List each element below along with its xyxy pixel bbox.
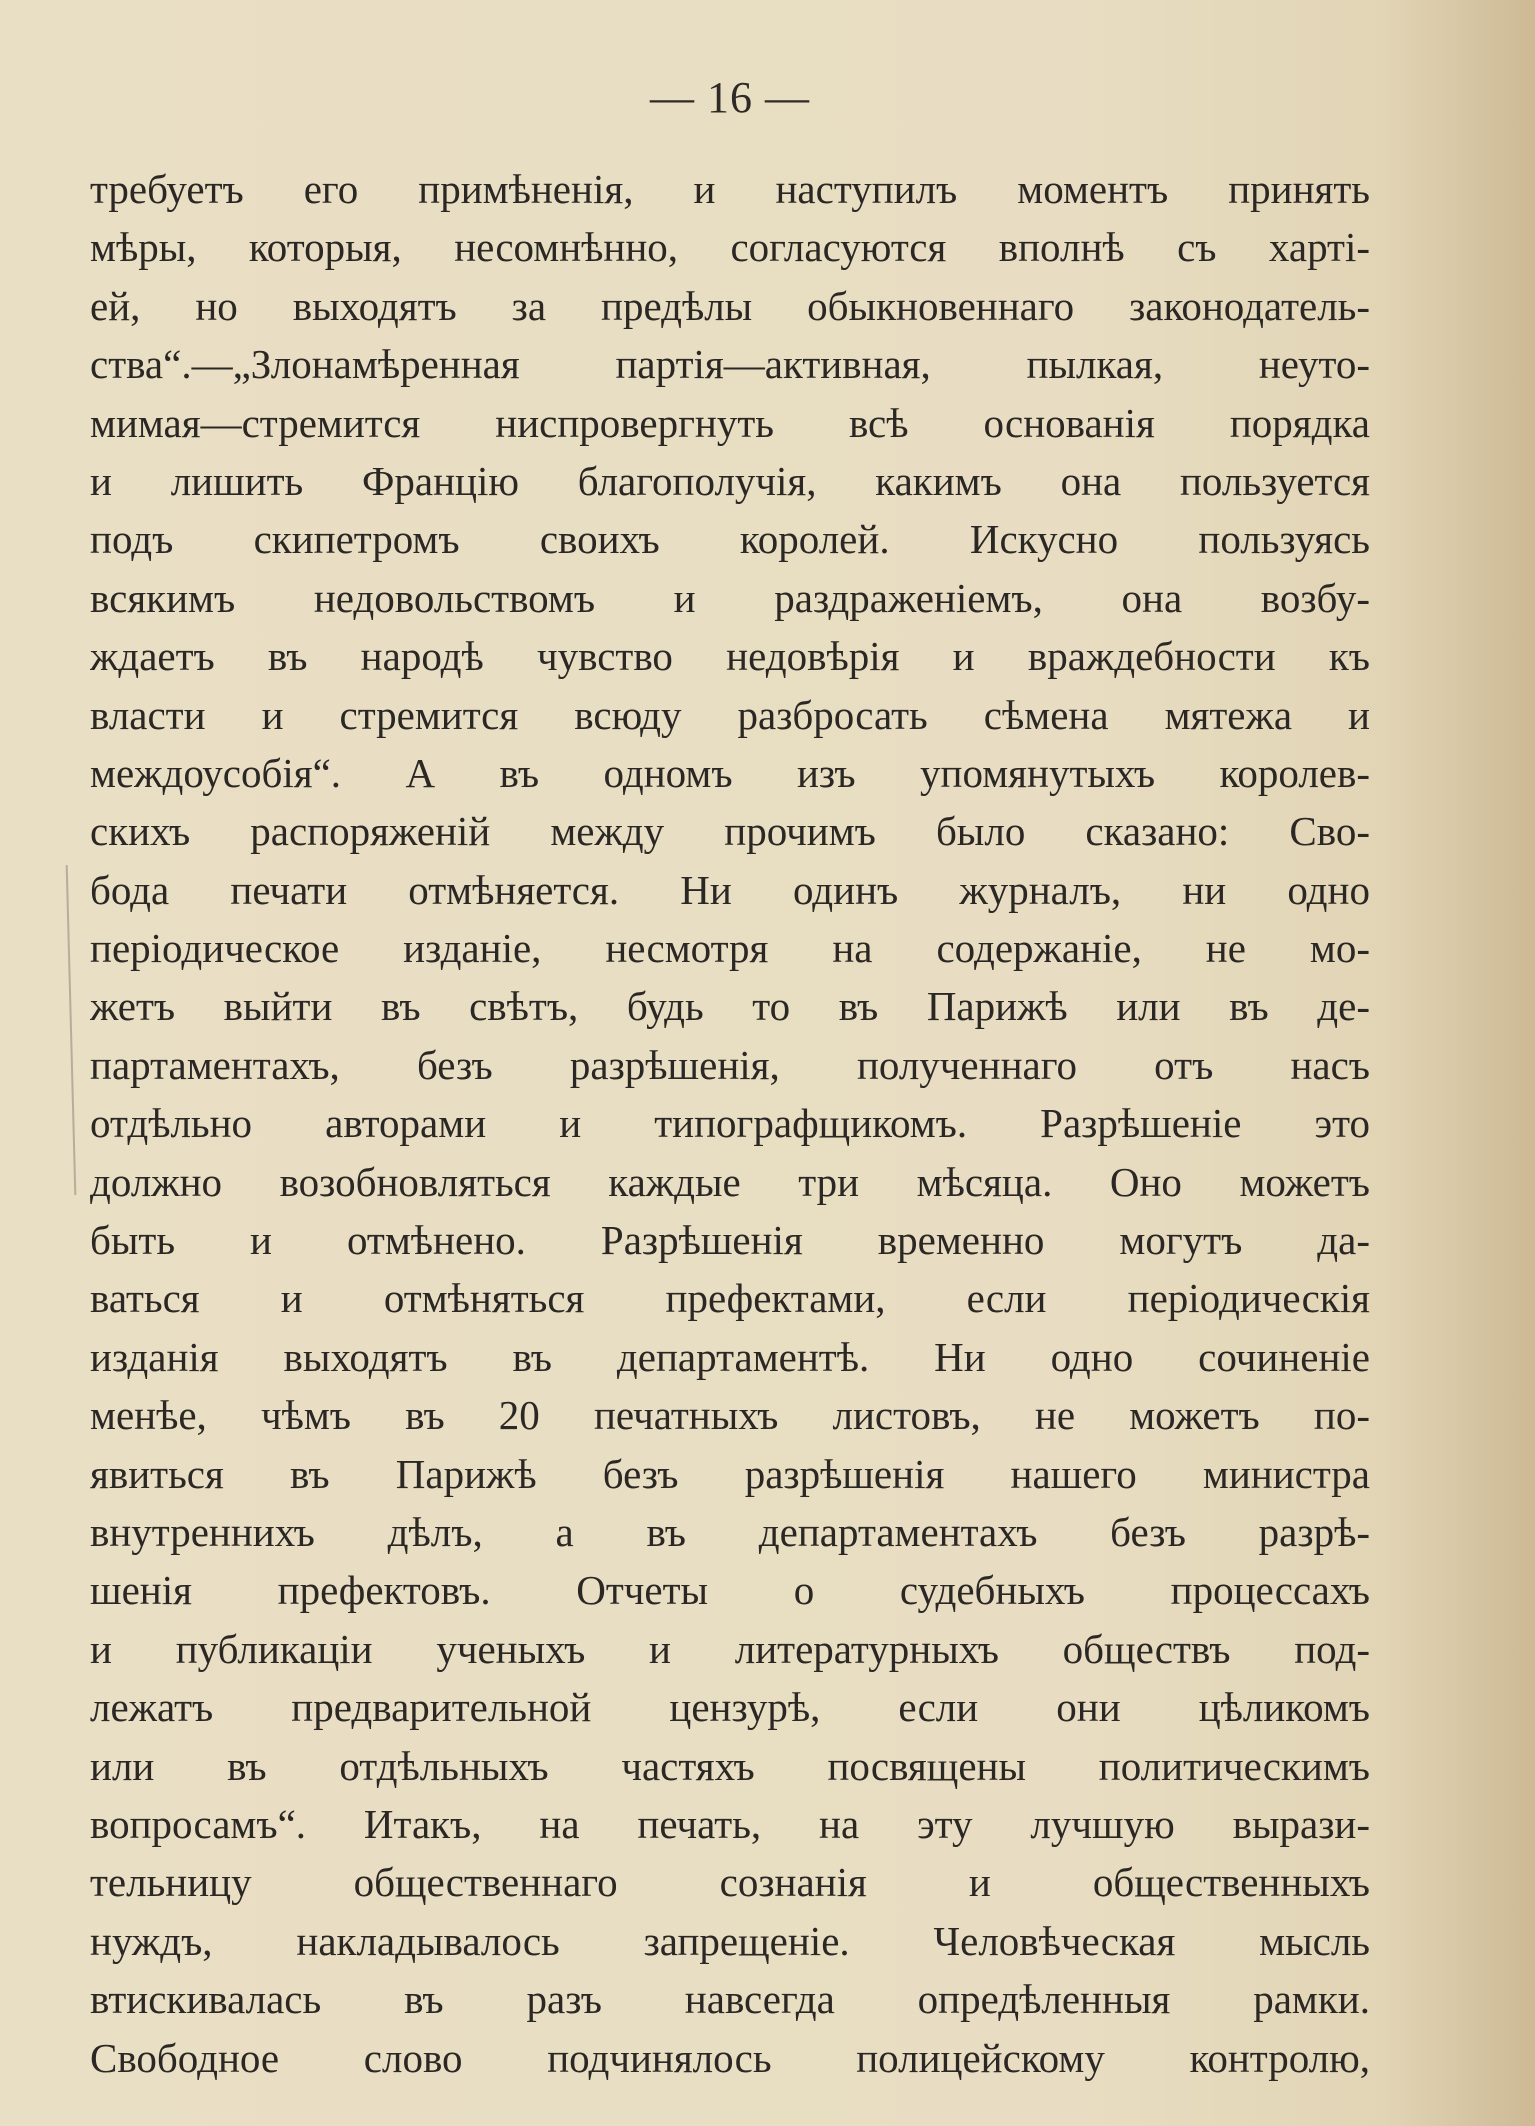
text-line: изданія выходятъ въ департаментѣ. Ни одно сочиненіе bbox=[90, 1333, 1370, 1380]
text-line: ваться и отмѣняться префектами, если періодическія bbox=[90, 1275, 1370, 1322]
text-line: вопросамъ“. Итакъ, на печать, на эту лучшую вырази- bbox=[90, 1800, 1370, 1847]
text-line: періодическое изданіе, несмотря на содержаніе, не мо- bbox=[90, 925, 1370, 972]
text-line: подъ скипетромъ своихъ королей. Искусно пользуясь bbox=[90, 516, 1370, 563]
text-line: тельницу общественнаго сознанія и общественныхъ bbox=[90, 1859, 1370, 1906]
text-line: явиться въ Парижѣ безъ разрѣшенія нашего министра bbox=[90, 1450, 1370, 1497]
text-line: втискивалась въ разъ навсегда опредѣленныя рамки. bbox=[90, 1976, 1370, 2023]
text-line: отдѣльно авторами и типографщикомъ. Разрѣшеніе это bbox=[90, 1100, 1370, 1147]
text-line: мимая—стремится ниспровергнуть всѣ основанія порядка bbox=[90, 399, 1370, 446]
text-line: ждаетъ въ народѣ чувство недовѣрія и враждебности къ bbox=[90, 633, 1370, 680]
body-text bbox=[90, 160, 1370, 2087]
text-line: власти и стремится всюду разбросать сѣмена мятежа и bbox=[90, 691, 1370, 738]
text-line: и публикаціи ученыхъ и литературныхъ обществъ под- bbox=[90, 1625, 1370, 1672]
text-line: требуетъ его примѣненія, и наступилъ моментъ принять bbox=[90, 166, 1370, 212]
text-line: и лишить Францію благополучія, какимъ она пользуется bbox=[90, 457, 1370, 504]
text-line: партаментахъ, безъ разрѣшенія, полученнаго отъ насъ bbox=[90, 1041, 1370, 1088]
text-line: жетъ выйти въ свѣтъ, будь то въ Парижѣ или въ де- bbox=[90, 983, 1370, 1030]
text-line: ства“.—„Злонамѣренная партія—активная, пылкая, неуто- bbox=[90, 341, 1370, 388]
text-line: бода печати отмѣняется. Ни одинъ журналъ, ни одно bbox=[90, 866, 1370, 913]
text-line: междоусобія“. А въ одномъ изъ упомянутыхъ королев- bbox=[90, 749, 1370, 796]
text-line: или въ отдѣльныхъ частяхъ посвящены политическимъ bbox=[90, 1742, 1370, 1789]
text-line: быть и отмѣнено. Разрѣшенія временно могутъ да- bbox=[90, 1217, 1370, 1264]
text-line: Свободное слово подчинялось полицейскому контролю, bbox=[90, 2034, 1370, 2081]
text-line: менѣе, чѣмъ въ 20 печатныхъ листовъ, не можетъ по- bbox=[90, 1392, 1370, 1439]
page-number: — 16 — bbox=[650, 73, 810, 122]
text-line: всякимъ недовольствомъ и раздраженіемъ, она возбу- bbox=[90, 574, 1370, 621]
pencil-margin-mark bbox=[66, 865, 81, 1195]
text-line: внутреннихъ дѣлъ, а въ департаментахъ безъ разрѣ- bbox=[90, 1508, 1370, 1555]
text-line: шенія префектовъ. Отчеты о судебныхъ процессахъ bbox=[90, 1567, 1370, 1614]
text-line: мѣры, которыя, несомнѣнно, согласуются вполнѣ съ хартi- bbox=[90, 224, 1370, 271]
text-line: лежатъ предварительной цензурѣ, если они цѣликомъ bbox=[90, 1684, 1370, 1731]
text-line: ей, но выходятъ за предѣлы обыкновеннаго законодатель- bbox=[90, 282, 1370, 329]
text-line: скихъ распоряженій между прочимъ было сказано: Сво- bbox=[90, 808, 1370, 855]
text-line: должно возобновляться каждые три мѣсяца. Оно можетъ bbox=[90, 1158, 1370, 1205]
text-line: нуждъ, накладывалось запрещеніе. Человѣческая мысль bbox=[90, 1917, 1370, 1964]
